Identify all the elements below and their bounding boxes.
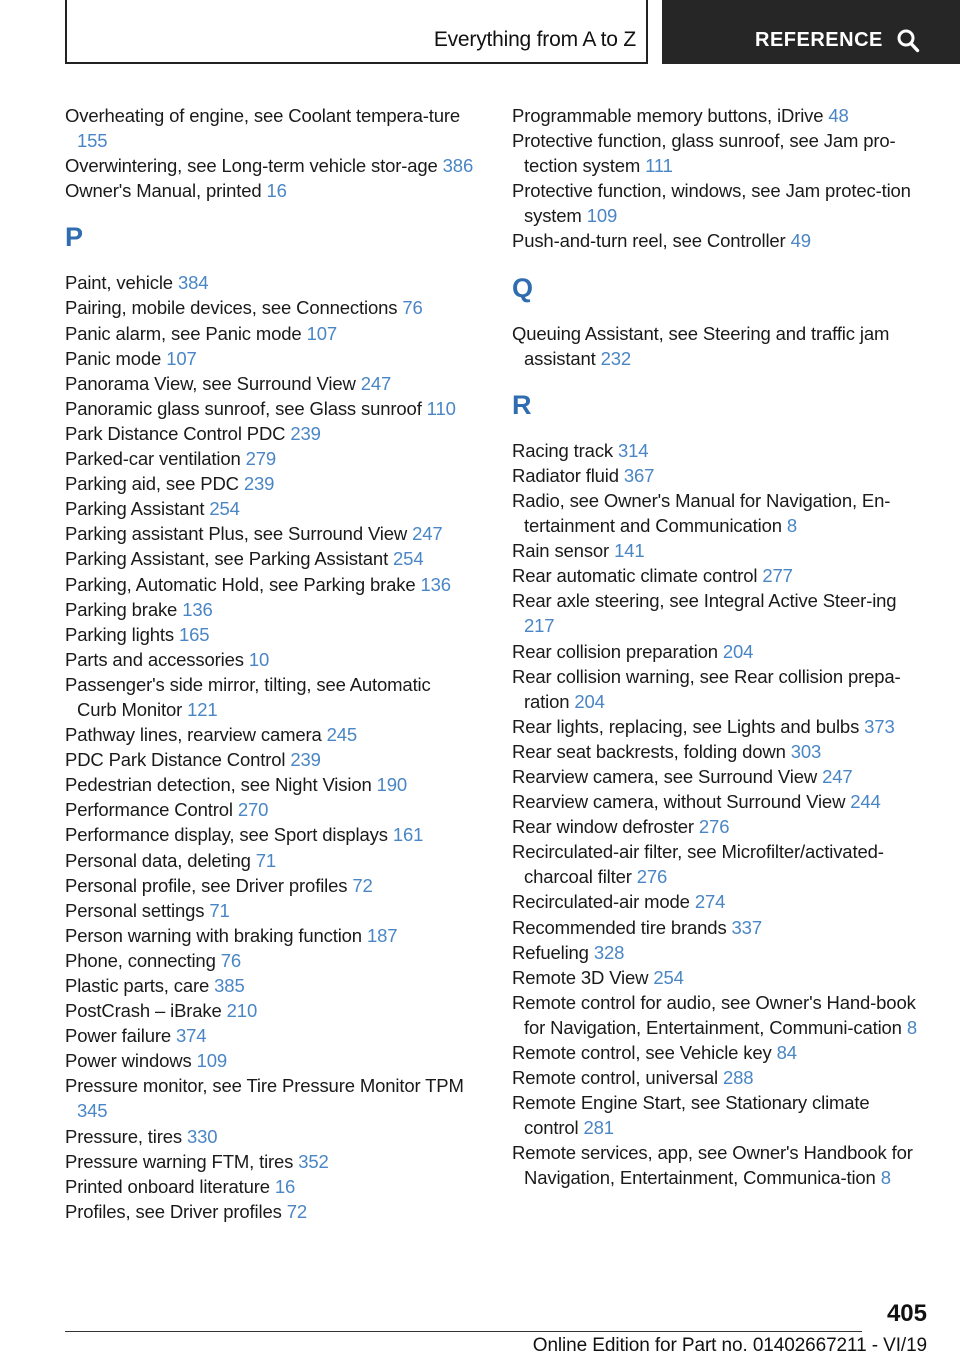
index-page-link[interactable]: 374: [176, 1025, 207, 1047]
index-page-link[interactable]: 270: [237, 799, 269, 821]
index-entry: [512, 1065, 922, 1090]
index-page-link[interactable]: 72: [352, 874, 373, 896]
index-entry: [65, 898, 475, 923]
index-entry: [512, 588, 922, 638]
index-entry-text: Pressure warning FTM, tires: [65, 1150, 299, 1172]
index-entry-text: Pathway lines, rearview camera: [65, 724, 327, 746]
index-page-link[interactable]: 328: [593, 941, 625, 963]
index-page-link[interactable]: 76: [402, 297, 423, 319]
index-entry-text: Rear collision warning, see Rear collision prepa-ration: [512, 665, 901, 712]
index-entry-text: Passenger's side mirror, tilting, see Automatic Curb Monitor: [65, 673, 431, 720]
index-page-link[interactable]: 279: [245, 448, 277, 470]
edition-footer: Online Edition for Part no. 01402667211 - VI/19: [532, 1335, 927, 1356]
index-entry: [65, 973, 475, 998]
index-page-link[interactable]: 274: [694, 891, 726, 913]
index-entry: [512, 488, 922, 538]
index-entry-text: Personal settings: [65, 899, 210, 921]
index-entry-text: Park Distance Control PDC: [65, 422, 291, 444]
index-entry-text: Remote control, universal: [512, 1067, 724, 1089]
index-entry: [65, 622, 475, 647]
index-entry-text: Remote Engine Start, see Stationary climate control: [512, 1092, 870, 1139]
index-page-link[interactable]: 8: [906, 1016, 917, 1038]
index-entry: [65, 270, 475, 295]
index-entry: [512, 463, 922, 488]
index-entry: [65, 923, 475, 948]
index-entry: [65, 572, 475, 597]
header-section-box: [65, 0, 648, 64]
index-entry-text: Rear seat backrests, folding down: [512, 740, 791, 762]
index-entry: [512, 538, 922, 563]
index-entry: [512, 739, 922, 764]
index-entry: [512, 563, 922, 588]
index-page-link[interactable]: 71: [209, 899, 230, 921]
index-entry-text: Parking aid, see PDC: [65, 473, 244, 495]
index-entry-text: Recommended tire brands: [512, 916, 732, 938]
index-page-link[interactable]: 217: [524, 615, 555, 637]
reference-tab-label: REFERENCE: [755, 29, 883, 51]
index-entry-text: Recirculated-air filter, see Microfilter/activated-charcoal filter: [512, 841, 884, 888]
index-entry: [65, 873, 475, 898]
index-page-link[interactable]: 190: [376, 774, 408, 796]
index-entry: [65, 998, 475, 1023]
index-entry: [512, 639, 922, 664]
index-entry-text: PostCrash – iBrake: [65, 1000, 227, 1022]
index-entry-text: Rear axle steering, see Integral Active Steer-ing: [512, 590, 897, 612]
index-entry: [512, 915, 922, 940]
index-entry: [65, 948, 475, 973]
index-page-link[interactable]: 232: [600, 347, 632, 369]
index-entry-text: Parked-car ventilation: [65, 448, 246, 470]
index-page-link[interactable]: 136: [420, 573, 451, 595]
index-page-link[interactable]: 245: [326, 724, 358, 746]
index-entry-text: Parking brake: [65, 598, 183, 620]
index-page-link[interactable]: 16: [274, 1175, 296, 1197]
index-entry: [512, 839, 922, 889]
index-entry-text: Rain sensor: [512, 540, 615, 562]
index-entry-text: Remote control for audio, see Owner's Hand-book for Navigation, Entertainment, Communi-cation: [512, 991, 916, 1038]
index-page-link[interactable]: 10: [248, 648, 270, 670]
search-icon[interactable]: [896, 28, 920, 54]
index-page-link[interactable]: 155: [77, 130, 108, 152]
index-page-link[interactable]: 210: [226, 1000, 258, 1022]
index-entry-text: Radiator fluid: [512, 464, 624, 486]
index-page-link[interactable]: 8: [880, 1167, 891, 1189]
index-entry: [512, 438, 922, 463]
index-entry-text: Person warning with braking function: [65, 924, 367, 946]
index-entry-text: PDC Park Distance Control: [65, 749, 291, 771]
index-entry-text: Rear window defroster: [512, 816, 699, 838]
index-page-link[interactable]: 314: [618, 439, 649, 461]
index-entry: [512, 664, 922, 714]
index-entry-text: Pressure monitor, see Tire Pressure Monitor TPM: [65, 1075, 464, 1097]
index-page-link[interactable]: 76: [220, 949, 241, 971]
index-page-link[interactable]: 107: [166, 347, 197, 369]
index-page-link[interactable]: 72: [286, 1200, 307, 1222]
index-entry: [65, 321, 475, 346]
index-page-link[interactable]: 345: [77, 1100, 108, 1122]
index-entry: [65, 1199, 475, 1224]
index-entry-text: Rearview camera, without Surround View: [512, 791, 851, 813]
index-entry: [512, 789, 922, 814]
index-entry-text: Pressure, tires: [65, 1125, 187, 1147]
index-page-link[interactable]: 276: [636, 866, 668, 888]
index-entry: [512, 1040, 922, 1065]
index-entry-text: Parts and accessories: [65, 648, 249, 670]
index-page-link[interactable]: 84: [776, 1042, 797, 1063]
index-page-link[interactable]: 48: [828, 105, 849, 126]
index-entry-text: Rear collision preparation: [512, 640, 723, 662]
index-page-link[interactable]: 288: [723, 1067, 754, 1089]
index-entry-text: Profiles, see Driver profiles: [65, 1200, 287, 1222]
index-entry-text: Rear lights, replacing, see Lights and bulbs: [512, 715, 865, 737]
index-entry: [512, 714, 922, 739]
index-entry-text: Push-and-turn reel, see Controller: [512, 230, 791, 252]
index-page-link[interactable]: 204: [574, 690, 605, 712]
index-entry: [65, 848, 475, 873]
index-entry: [65, 772, 475, 797]
index-page-link[interactable]: 386: [442, 155, 474, 177]
index-page-link[interactable]: 254: [653, 966, 684, 988]
index-entry: [65, 1149, 475, 1174]
index-entry: [65, 1073, 475, 1123]
index-page-link[interactable]: 136: [182, 598, 213, 620]
index-entry-text: Parking lights: [65, 623, 179, 645]
index-page-link[interactable]: 277: [762, 565, 793, 587]
index-entry: [65, 597, 475, 622]
page-number: 405: [886, 1300, 927, 1327]
index-page-link[interactable]: 109: [586, 205, 618, 227]
index-entry: [65, 1124, 475, 1149]
index-entry: [65, 178, 475, 203]
index-entry: [512, 321, 922, 371]
index-page-link[interactable]: 121: [187, 698, 218, 720]
index-entry: [65, 295, 475, 320]
index-entry-text: Paint, vehicle: [65, 272, 178, 294]
index-entry-text: Personal profile, see Driver profiles: [65, 874, 353, 896]
index-page-link[interactable]: 111: [645, 155, 673, 177]
index-entry-text: Parking assistant Plus, see Surround View: [65, 523, 413, 545]
index-entry: [65, 647, 475, 672]
index-entry: [512, 940, 922, 965]
index-entry: [65, 346, 475, 371]
index-entry-text: Power windows: [65, 1050, 197, 1072]
index-entry: [65, 446, 475, 471]
index-entry: [65, 672, 475, 722]
index-page-link[interactable]: 239: [290, 422, 321, 444]
index-entry-text: Rearview camera, see Surround View: [512, 765, 823, 787]
index-entry: [65, 471, 475, 496]
index-column-right: [512, 103, 922, 1191]
index-page-link[interactable]: 281: [583, 1117, 614, 1139]
index-entry-text: Rear automatic climate control: [512, 565, 763, 587]
index-entry: [65, 546, 475, 571]
index-entry: [512, 1090, 922, 1140]
index-entry: [512, 228, 922, 253]
index-letter-heading: Q: [512, 272, 533, 303]
index-entry-text: Phone, connecting: [65, 949, 221, 971]
index-entry-text: Racing track: [512, 439, 619, 461]
index-entry-text: Plastic parts, care: [65, 975, 215, 996]
index-page-link[interactable]: 204: [722, 640, 754, 662]
index-entry-text: Printed onboard literature: [65, 1175, 275, 1197]
index-entry-text: Parking Assistant, see Parking Assistant: [65, 548, 394, 570]
index-entry: [512, 178, 922, 228]
index-page-link[interactable]: 247: [360, 372, 392, 394]
index-page-link[interactable]: 110: [426, 397, 456, 419]
index-entry: [65, 421, 475, 446]
index-entry-text: Overheating of engine, see Coolant tempera-ture: [65, 105, 461, 126]
index-page-link[interactable]: 109: [196, 1050, 227, 1072]
index-entry: [65, 1023, 475, 1048]
index-entry: [512, 889, 922, 914]
index-entry-text: Panoramic glass sunroof, see Glass sunroof: [65, 397, 427, 419]
index-letter-heading: P: [65, 222, 83, 253]
index-page-link[interactable]: 8: [786, 515, 797, 537]
index-page-link[interactable]: 384: [177, 272, 209, 294]
index-entry: [65, 521, 475, 546]
index-entry: [65, 396, 475, 421]
index-entry-text: Performance Control: [65, 799, 238, 821]
index-page-link[interactable]: 247: [412, 523, 443, 545]
index-column-left: [65, 103, 475, 1224]
reference-tab[interactable]: [662, 0, 960, 64]
index-page-link[interactable]: 367: [623, 464, 655, 486]
index-entry-text: Recirculated-air mode: [512, 891, 695, 913]
section-title: Everything from A to Z: [433, 28, 636, 51]
index-page-link[interactable]: 330: [187, 1125, 218, 1147]
index-entry-text: Personal data, deleting: [65, 849, 256, 871]
index-page-link[interactable]: 16: [266, 180, 287, 202]
index-entry-text: Protective function, windows, see Jam protec-tion system: [512, 180, 911, 227]
index-entry-text: Programmable memory buttons, iDrive: [512, 105, 829, 126]
index-entry-text: Panic alarm, see Panic mode: [65, 322, 307, 344]
index-entry: [65, 103, 475, 153]
index-entry-text: Performance display, see Sport displays: [65, 824, 393, 846]
index-entry-text: Panorama View, see Surround View: [65, 372, 361, 394]
index-page-link[interactable]: 254: [393, 548, 424, 570]
index-entry-text: Power failure: [65, 1025, 177, 1047]
index-page-link[interactable]: 303: [790, 740, 822, 762]
index-entry: [512, 128, 922, 178]
index-page-link[interactable]: 71: [255, 849, 277, 871]
index-entry-text: Refueling: [512, 941, 594, 963]
index-entry-text: Remote 3D View: [512, 966, 654, 988]
index-page-link[interactable]: 141: [614, 540, 645, 562]
index-entry-text: Radio, see Owner's Manual for Navigation, En-tertainment and Communication: [512, 489, 891, 537]
index-entry: [65, 747, 475, 772]
index-entry-text: Panic mode: [65, 347, 167, 369]
index-page-link[interactable]: 49: [790, 230, 811, 252]
index-entry: [65, 722, 475, 747]
index-entry-text: Remote control, see Vehicle key: [512, 1042, 777, 1063]
index-page-link[interactable]: 187: [366, 924, 398, 946]
index-entry: [512, 1140, 922, 1190]
index-letter-heading: R: [512, 389, 532, 420]
index-entry-text: Owner's Manual, printed: [65, 180, 267, 202]
index-entry-text: Overwintering, see Long-term vehicle stor-age: [65, 155, 443, 177]
index-entry: [65, 371, 475, 396]
footer-divider: [65, 1331, 862, 1332]
index-page-link[interactable]: 239: [290, 749, 321, 771]
index-entry-text: Pedestrian detection, see Night Vision: [65, 774, 377, 796]
index-page-link[interactable]: 276: [698, 816, 730, 838]
index-page-link[interactable]: 254: [209, 498, 240, 520]
index-page-link[interactable]: 165: [178, 623, 210, 645]
index-entry-text: Remote services, app, see Owner's Handbook for Navigation, Entertainment, Communica-tion: [512, 1142, 913, 1189]
index-page-link[interactable]: 337: [731, 916, 762, 938]
index-page-link[interactable]: 107: [306, 322, 337, 344]
index-entry: [65, 1048, 475, 1073]
index-page-link[interactable]: 352: [298, 1150, 329, 1172]
index-entry-text: Queuing Assistant, see Steering and traffic jam assistant: [512, 322, 890, 369]
index-entry-text: Parking Assistant: [65, 498, 210, 520]
index-page-link[interactable]: 239: [243, 473, 275, 495]
index-entry-text: Pairing, mobile devices, see Connections: [65, 297, 403, 319]
index-entry: [65, 1174, 475, 1199]
index-page-link[interactable]: 247: [822, 765, 853, 787]
index-entry: [65, 797, 475, 822]
index-entry-text: Parking, Automatic Hold, see Parking brake: [65, 573, 421, 595]
index-entry: [65, 496, 475, 521]
index-page-link[interactable]: 161: [392, 824, 424, 846]
index-entry: [65, 153, 475, 178]
index-entry: [512, 965, 922, 990]
index-page-link[interactable]: 244: [850, 791, 881, 813]
index-entry-text: Protective function, glass sunroof, see Jam pro-tection system: [512, 130, 896, 177]
index-entry: [512, 103, 922, 128]
index-page-link[interactable]: 385: [214, 975, 245, 996]
index-entry: [512, 990, 922, 1040]
index-entry: [65, 822, 475, 847]
index-entry: [512, 764, 922, 789]
index-page-link[interactable]: 373: [864, 715, 895, 737]
index-entry: [512, 814, 922, 839]
